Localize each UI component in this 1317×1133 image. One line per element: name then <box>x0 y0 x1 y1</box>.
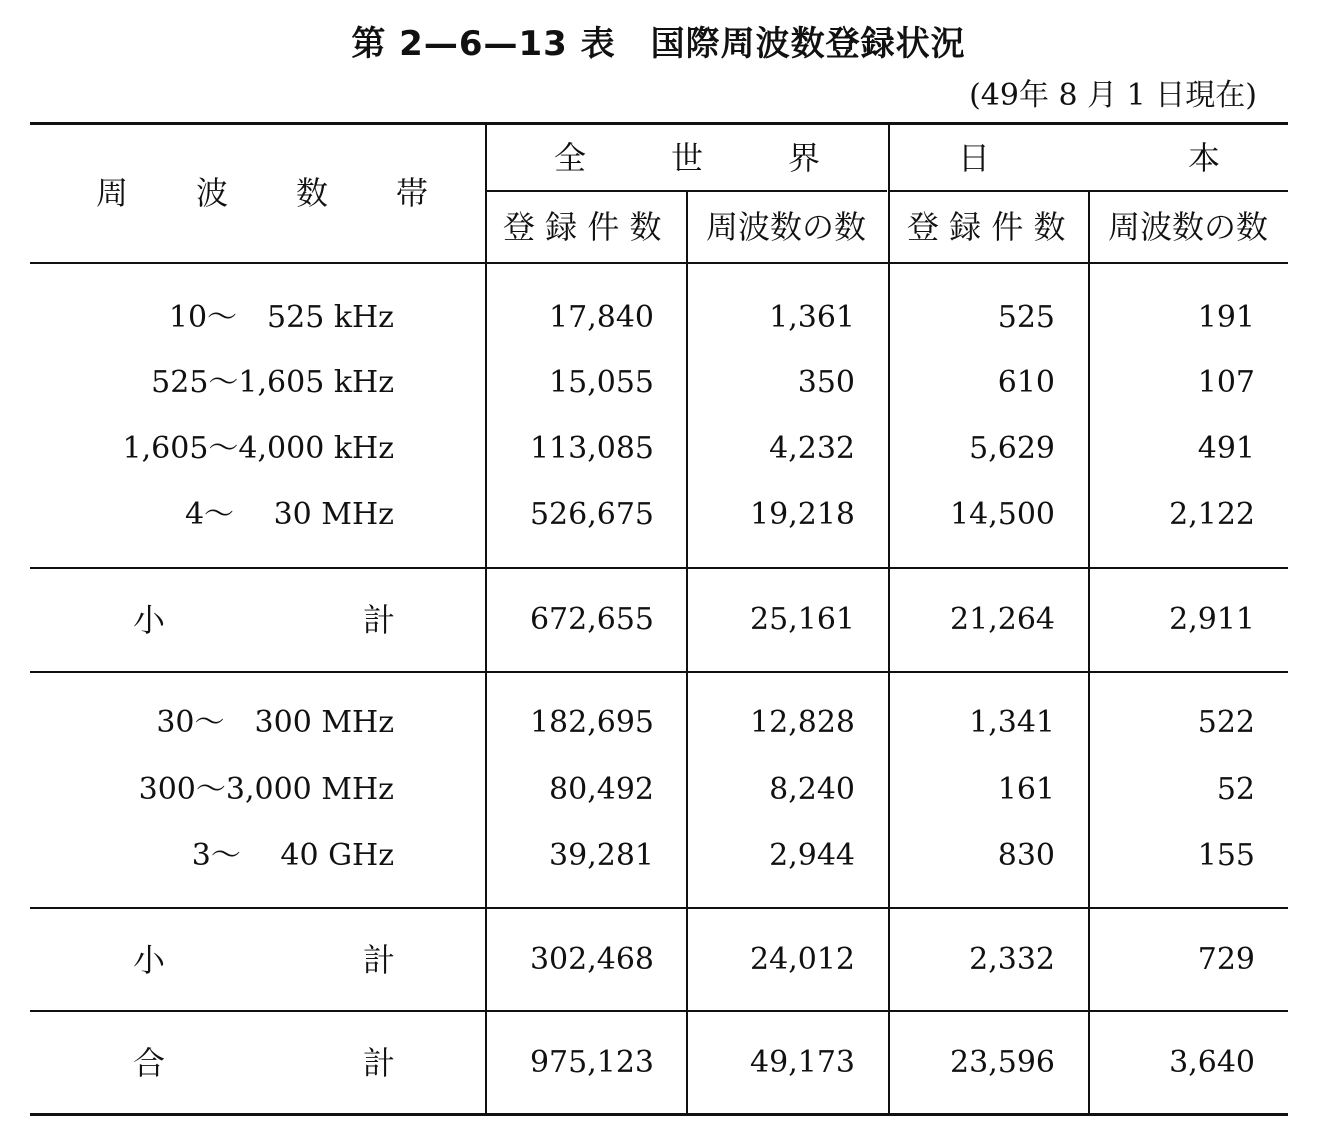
japan-inner-divider <box>1088 192 1090 1113</box>
world-frequencies: 25,161 <box>750 602 855 637</box>
japan-registrations: 23,596 <box>950 1045 1055 1080</box>
japan-registrations: 161 <box>997 772 1055 807</box>
header-band-char: 帯 <box>395 174 428 212</box>
japan-frequencies: 3,640 <box>1169 1045 1255 1080</box>
header-band-char: 波 <box>195 174 228 212</box>
world-registrations: 672,655 <box>529 602 654 637</box>
japan-registrations: 2,332 <box>969 942 1055 977</box>
japan-registrations: 1,341 <box>969 705 1055 740</box>
header-band-char: 周 <box>96 174 129 212</box>
subtotal-label-char: 小 <box>133 601 166 639</box>
group2-bottom-rule <box>30 907 1288 909</box>
world-frequencies: 8,240 <box>769 772 855 807</box>
header-band <box>96 176 428 210</box>
subtotal-label <box>133 943 395 977</box>
band-column-divider <box>485 125 487 1113</box>
group1-bottom-rule <box>30 567 1288 569</box>
world-registrations: 39,281 <box>549 838 654 873</box>
japan-frequencies: 52 <box>1216 772 1255 807</box>
subtotal1-bottom-rule <box>30 671 1288 673</box>
world-registrations: 526,675 <box>529 497 654 532</box>
header-japan-char: 日 <box>958 139 991 177</box>
japan-frequencies: 107 <box>1197 365 1255 400</box>
header-world-frequencies: 周波数の数 <box>706 208 867 246</box>
world-registrations: 302,468 <box>529 942 654 977</box>
band-label: 525〜1,605 kHz <box>151 365 394 400</box>
top-rule <box>30 122 1288 125</box>
header-japan-registrations: 登 録 件 数 <box>907 208 1066 246</box>
subtotal-label-char: 小 <box>133 941 166 979</box>
total-label-char: 計 <box>362 1044 395 1082</box>
world-frequencies: 1,361 <box>769 300 855 335</box>
world-frequencies: 350 <box>797 365 855 400</box>
world-registrations: 182,695 <box>529 705 654 740</box>
subtotal-label-char: 計 <box>362 941 395 979</box>
subtotal-label-char: 計 <box>362 601 395 639</box>
world-frequencies: 12,828 <box>750 705 855 740</box>
world-frequencies: 24,012 <box>750 942 855 977</box>
japan-registrations: 21,264 <box>950 602 1055 637</box>
world-frequencies: 19,218 <box>750 497 855 532</box>
subtotal2-bottom-rule <box>30 1010 1288 1012</box>
japan-frequencies: 2,911 <box>1169 602 1255 637</box>
japan-frequencies: 491 <box>1197 431 1255 466</box>
japan-registrations: 610 <box>997 365 1055 400</box>
world-frequencies: 2,944 <box>769 838 855 873</box>
band-label: 4〜 30 MHz <box>184 497 394 532</box>
header-bottom-rule <box>30 262 1288 264</box>
world-registrations: 17,840 <box>549 300 654 335</box>
band-label: 30〜 300 MHz <box>156 705 394 740</box>
header-japan-frequencies: 周波数の数 <box>1108 208 1269 246</box>
header-japan-char: 本 <box>1187 139 1220 177</box>
world-registrations: 113,085 <box>529 431 654 466</box>
header-japan <box>958 141 1220 175</box>
band-label: 1,605〜4,000 kHz <box>122 431 394 466</box>
subtotal-label <box>133 603 395 637</box>
header-world <box>554 141 820 175</box>
japan-frequencies: 155 <box>1197 838 1255 873</box>
world-japan-divider <box>888 125 890 1113</box>
band-label: 300〜3,000 MHz <box>138 772 394 807</box>
japan-registrations: 830 <box>997 838 1055 873</box>
japan-frequencies: 2,122 <box>1169 497 1255 532</box>
japan-registrations: 5,629 <box>969 431 1055 466</box>
japan-registrations: 14,500 <box>950 497 1055 532</box>
header-world-char: 世 <box>670 139 703 177</box>
world-frequencies: 49,173 <box>750 1045 855 1080</box>
total-label <box>133 1046 395 1080</box>
header-world-char: 界 <box>787 139 820 177</box>
as-of-date: (49年 8 月 1 日現在) <box>969 78 1257 113</box>
world-registrations: 975,123 <box>529 1045 654 1080</box>
world-frequencies: 4,232 <box>769 431 855 466</box>
band-label: 10〜 525 kHz <box>168 300 394 335</box>
world-registrations: 80,492 <box>549 772 654 807</box>
japan-frequencies: 191 <box>1197 300 1255 335</box>
band-label: 3〜 40 GHz <box>191 838 394 873</box>
world-registrations: 15,055 <box>549 365 654 400</box>
header-band-char: 数 <box>295 174 328 212</box>
japan-frequencies: 522 <box>1197 705 1255 740</box>
header-world-char: 全 <box>554 139 587 177</box>
japan-registrations: 525 <box>997 300 1055 335</box>
japan-frequencies: 729 <box>1197 942 1255 977</box>
bottom-rule <box>30 1113 1288 1116</box>
header-world-registrations: 登 録 件 数 <box>503 208 662 246</box>
total-label-char: 合 <box>133 1044 166 1082</box>
table-title: 第 2—6—13 表 国際周波数登録状況 <box>351 24 966 64</box>
world-inner-divider <box>686 192 688 1113</box>
